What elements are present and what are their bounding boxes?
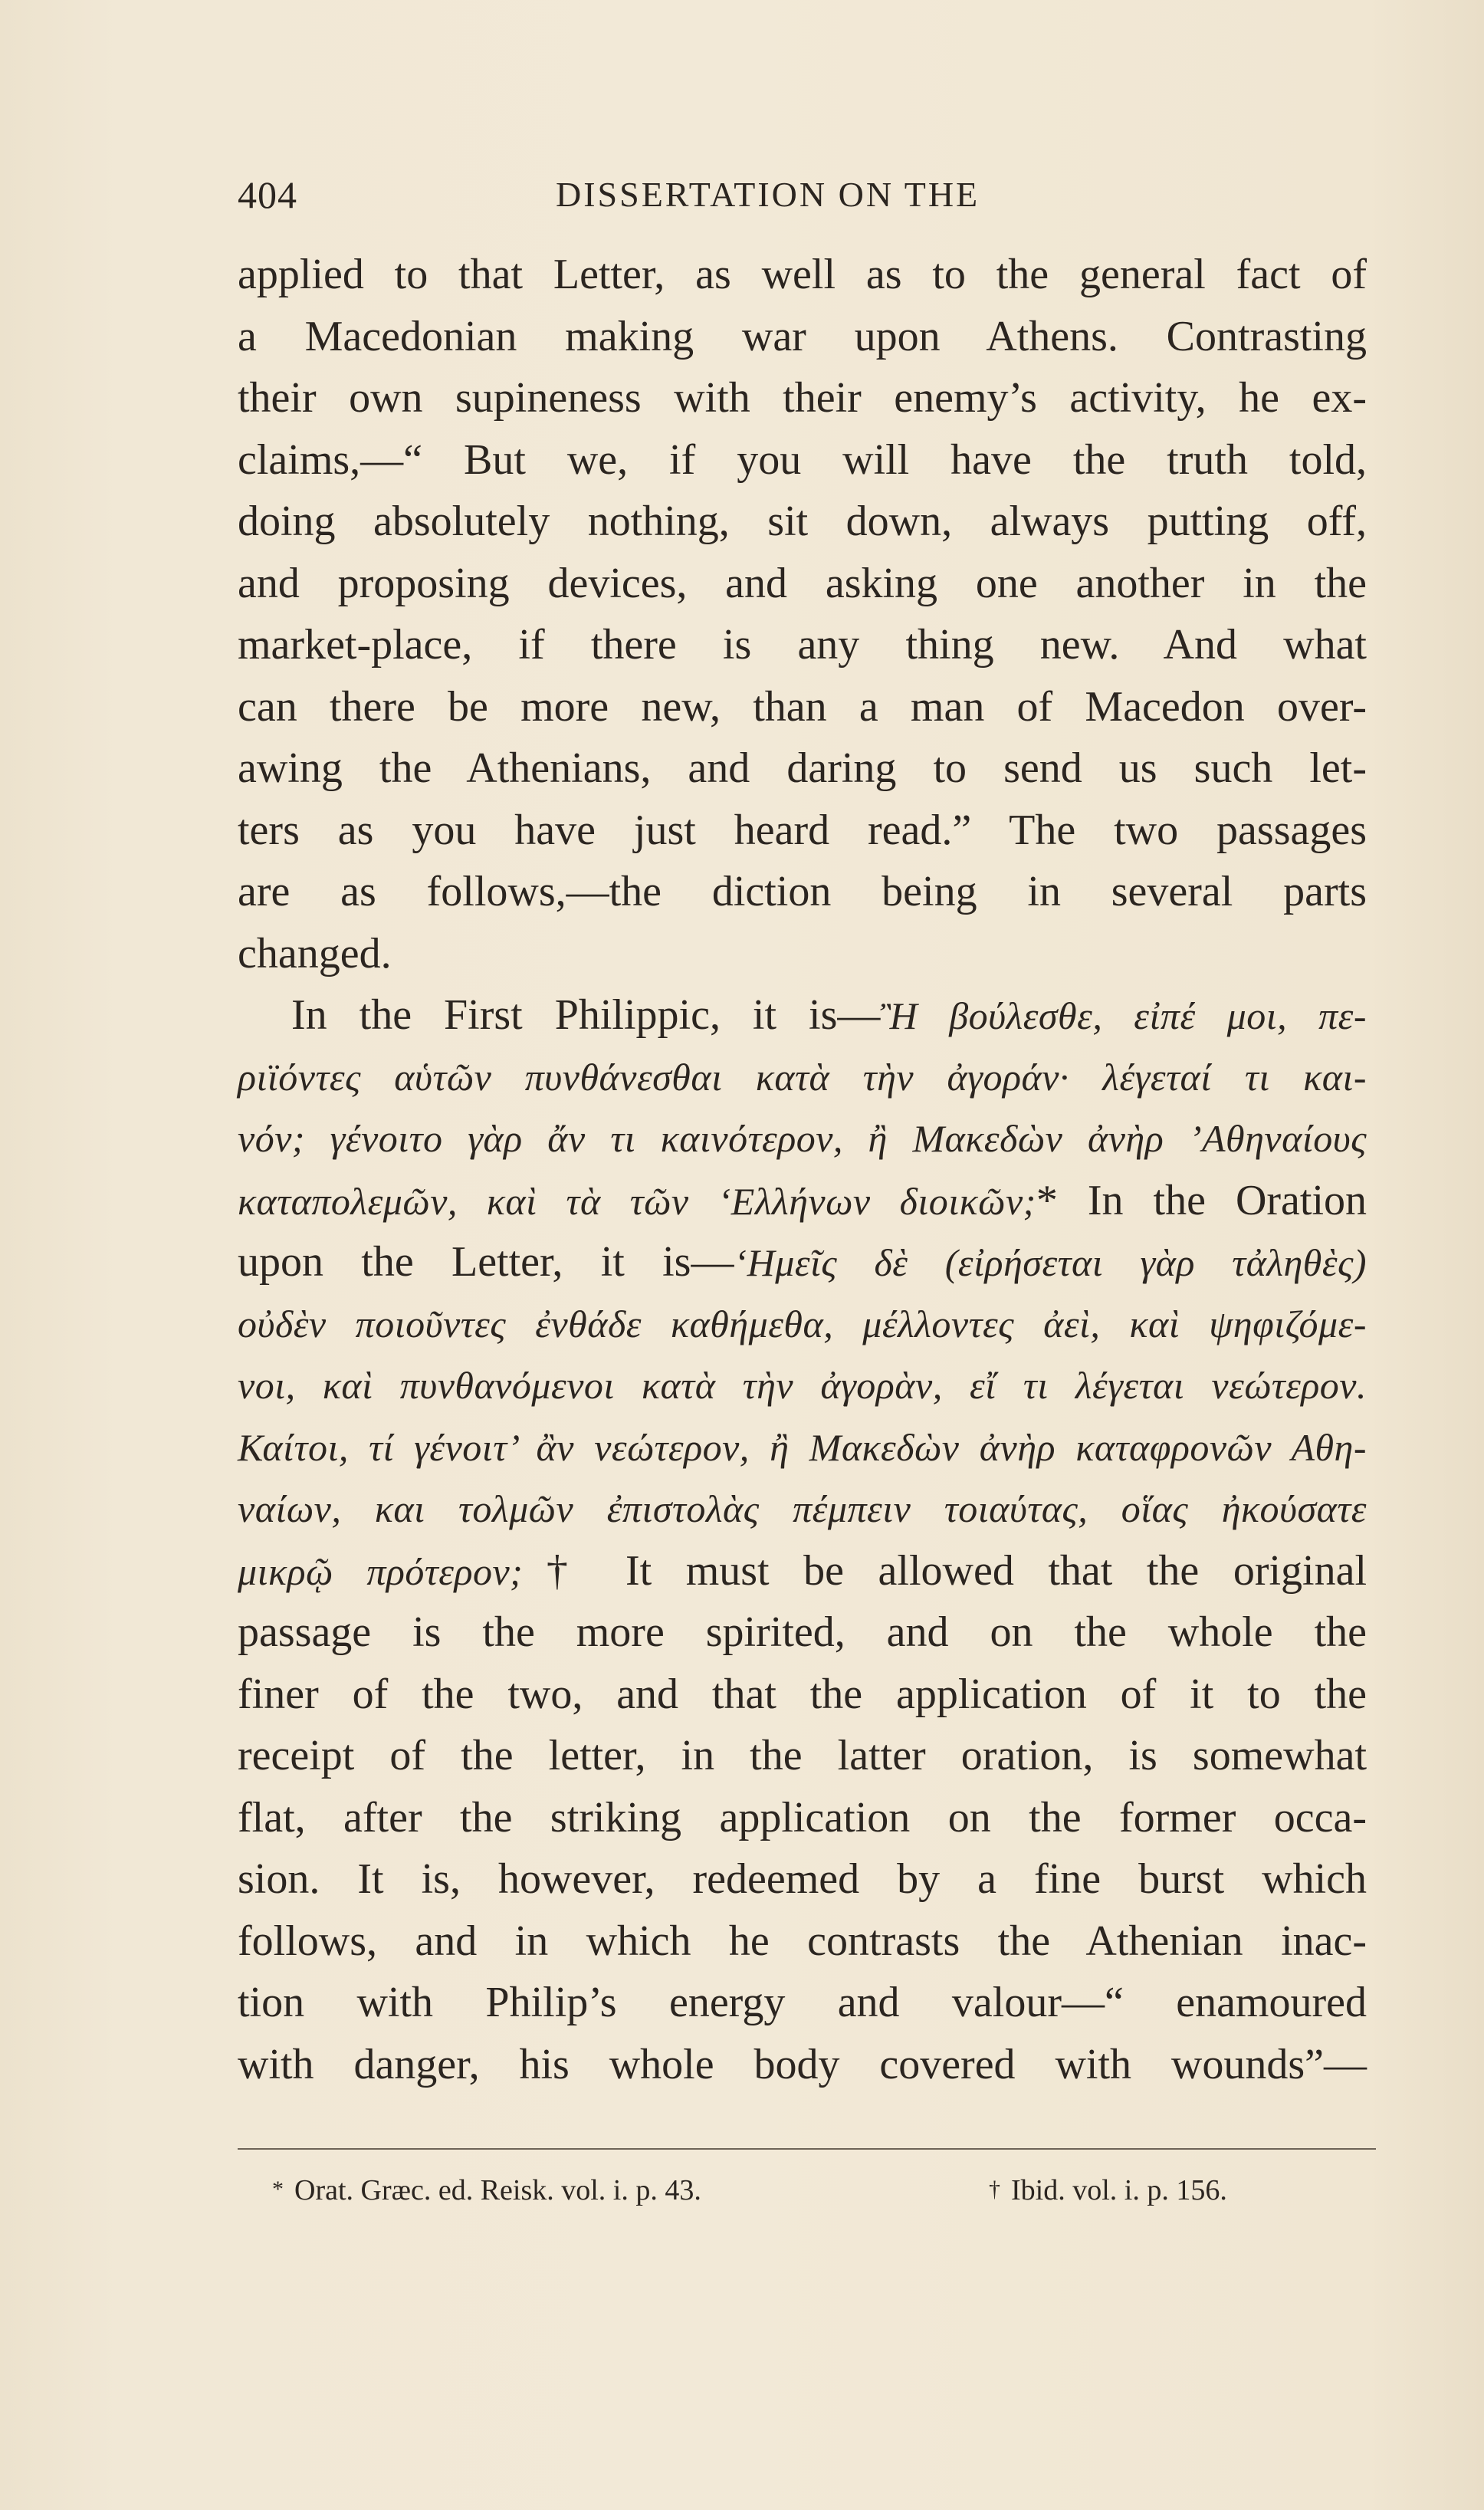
footnote-1 bbox=[272, 2173, 701, 2207]
greek-quotation: καταπολεμῶν, καὶ τὰ τῶν ‘Ελλήνων διοικῶν; bbox=[238, 1179, 1036, 1223]
greek-quotation: Καίτοι, τί γένοιτ’ ἂν νεώτερον, ἢ Μακεδὼν ἀνὴρ καταφρονῶν Αθη- bbox=[238, 1425, 1367, 1469]
english-text: * In the Oration bbox=[1036, 1176, 1367, 1224]
text-line: and proposing devices, and asking one another in the bbox=[238, 559, 1367, 607]
footnote-text: Ibid. vol. i. p. 156. bbox=[1011, 2174, 1227, 2206]
text-line: can there be more new, than a man of Macedon over- bbox=[238, 682, 1367, 731]
text-line: follows, and in which he contrasts the Athenian inac- bbox=[238, 1917, 1367, 1965]
footnote-mark: † bbox=[989, 2177, 1000, 2202]
greek-quotation: ‘Ημεῖς δὲ (εἰρήσεται γὰρ τἀληθὲς) bbox=[734, 1241, 1367, 1284]
text-line: are as follows,—the diction being in several parts bbox=[238, 868, 1367, 915]
greek-quotation: νοι, καὶ πυνθανόμενοι κατὰ τὴν ἀγορὰν, εἴ τι λέγεται νεώτερον. bbox=[238, 1364, 1367, 1407]
footnote-text: Orat. Græc. ed. Reisk. vol. i. p. 43. bbox=[294, 2174, 701, 2206]
greek-quotation: νόν; γένοιτο γὰρ ἄν τι καινότερον, ἢ Μακεδὼν ἀνὴρ ’Αθηναίους bbox=[238, 1117, 1367, 1160]
text-line: receipt of the letter, in the latter oration, is somewhat bbox=[238, 1732, 1367, 1779]
text-line bbox=[238, 1540, 1367, 1602]
english-text: upon the Letter, it is— bbox=[238, 1238, 734, 1286]
footnote-divider bbox=[238, 2148, 1376, 2150]
text-line: flat, after the striking application on the former occa- bbox=[238, 1793, 1367, 1841]
text-line: with danger, his whole body covered with wounds”— bbox=[238, 2040, 1367, 2088]
english-text: † It must be allowed that the original bbox=[523, 1546, 1367, 1595]
footnote-mark: * bbox=[272, 2177, 284, 2202]
text-line: their own supineness with their enemy’s activity, he ex- bbox=[238, 374, 1367, 422]
text-line bbox=[238, 1231, 1367, 1293]
text-line: finer of the two, and that the application of it to the bbox=[238, 1670, 1367, 1718]
text-line: ters as you have just heard read.” The two passages bbox=[238, 806, 1367, 854]
text-line: awing the Athenians, and daring to send us such let- bbox=[238, 744, 1367, 792]
text-line: a Macedonian making war upon Athens. Contrasting bbox=[238, 312, 1367, 360]
page-number: 404 bbox=[238, 173, 297, 216]
page-header bbox=[238, 172, 1387, 226]
text-line: applied to that Letter, as well as to the general fact of bbox=[238, 251, 1367, 298]
footnotes bbox=[272, 2173, 1345, 2219]
text-line: doing absolutely nothing, sit down, always putting off, bbox=[238, 498, 1367, 545]
text-line bbox=[238, 1170, 1367, 1232]
text-line: claims,—“ But we, if you will have the truth told, bbox=[238, 435, 1367, 484]
text-line: changed. bbox=[238, 929, 392, 977]
text-line: sion. It is, however, redeemed by a fine burst which bbox=[238, 1855, 1367, 1903]
text-line: market-place, if there is any thing new. And what bbox=[238, 621, 1367, 669]
english-text: In the First Philippic, it is— bbox=[291, 991, 881, 1039]
text-line: passage is the more spirited, and on the whole the bbox=[238, 1608, 1367, 1656]
footnote-2 bbox=[989, 2173, 1227, 2207]
greek-quotation: ναίων, και τολμῶν ἐπιστολὰς πέμπειν τοιαύτας, οἵας ἠκούσατε bbox=[238, 1487, 1367, 1530]
text-line bbox=[238, 984, 1367, 1046]
greek-quotation: ριϊόντες αὑτῶν πυνθάνεσθαι κατὰ τὴν ἀγοράν· λέγεταί τι και- bbox=[238, 1055, 1367, 1099]
text-line: tion with Philip’s energy and valour—“ enamoured bbox=[238, 1979, 1367, 2026]
running-head: DISSERTATION ON THE bbox=[556, 175, 980, 214]
body-text bbox=[238, 244, 1367, 2095]
greek-quotation: οὐδὲν ποιοῦντες ἐνθάδε καθήμεθα, μέλλοντες ἀεὶ, καὶ ψηφιζόμε- bbox=[238, 1302, 1367, 1345]
greek-quotation: μικρῷ πρότερον; bbox=[238, 1549, 524, 1593]
greek-quotation: Ἢ βούλεσθε, εἰπέ μοι, πε- bbox=[880, 994, 1367, 1037]
